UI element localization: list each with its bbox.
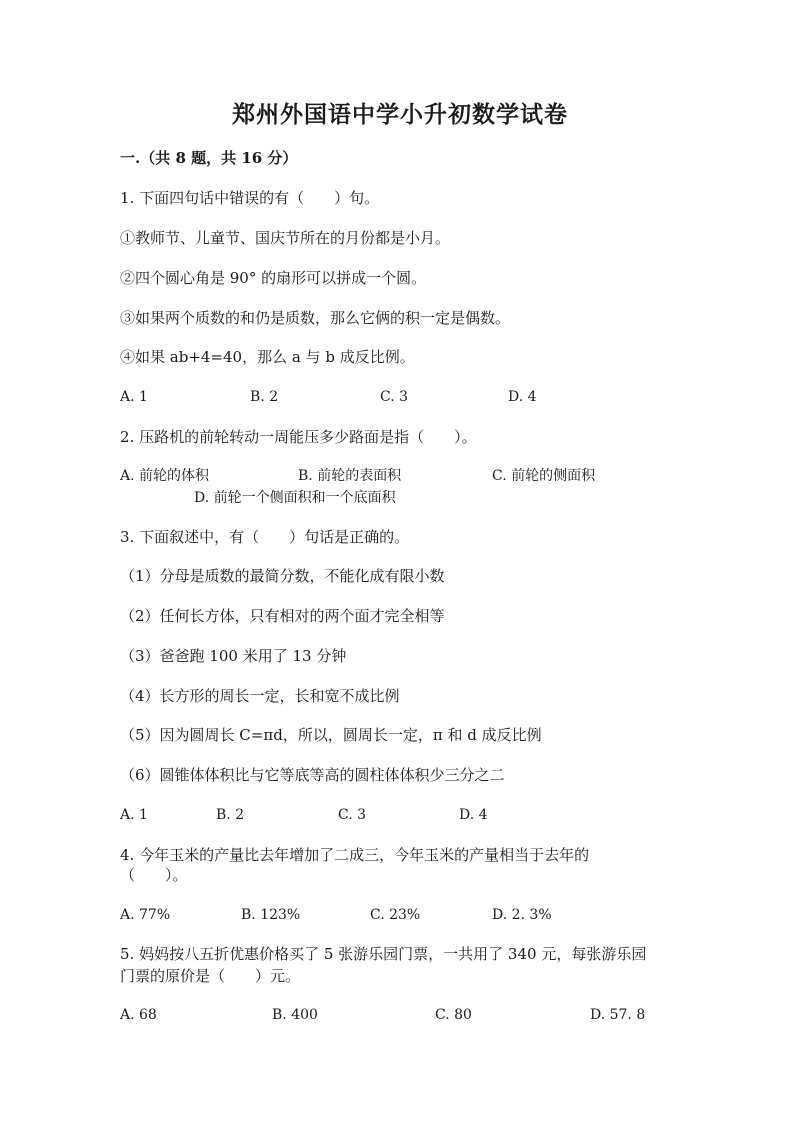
- question-5-option-a: A. 68: [120, 1007, 157, 1023]
- question-3-statement: （5）因为圆周长 C=πd，所以，圆周长一定，π 和 d 成反比例: [120, 726, 542, 744]
- question-1-statement: ②四个圆心角是 90° 的扇形可以拼成一个圆。: [120, 269, 427, 287]
- question-1-statement: ④如果 ab+4=40，那么 a 与 b 成反比例。: [120, 348, 415, 366]
- question-4-option-b: B. 123%: [241, 907, 301, 923]
- question-1-statement: ③如果两个质数的和仍是质数，那么它俩的积一定是偶数。: [120, 309, 511, 327]
- question-3-option-a: A. 1: [120, 807, 148, 823]
- question-5-stem-continued: 门票的原价是（ ）元。: [120, 967, 301, 985]
- question-3-option-b: B. 2: [216, 807, 245, 823]
- question-1-option-b: B. 2: [250, 389, 279, 405]
- question-1-statement: ①教师节、儿童节、国庆节所在的月份都是小月。: [120, 229, 451, 247]
- question-1-stem: 1. 下面四句话中错误的有（ ）句。: [120, 189, 380, 207]
- question-2-option-c: C. 前轮的侧面积: [492, 468, 596, 484]
- question-5-option-b: B. 400: [272, 1007, 318, 1023]
- question-2-option-d: D. 前轮一个侧面积和一个底面积: [194, 490, 396, 506]
- question-4-option-a: A. 77%: [120, 907, 171, 923]
- question-1-option-c: C. 3: [380, 389, 409, 405]
- question-1-option-d: D. 4: [508, 389, 537, 405]
- question-5-option-d: D. 57. 8: [590, 1007, 646, 1023]
- question-2-option-a: A. 前轮的体积: [120, 468, 210, 484]
- question-5-option-c: C. 80: [435, 1007, 472, 1023]
- question-4-stem: 4. 今年玉米的产量比去年增加了二成三，今年玉米的产量相当于去年的: [120, 846, 590, 864]
- question-2-option-b: B. 前轮的表面积: [298, 468, 402, 484]
- question-3-statement: （6）圆锥体体积比与它等底等高的圆柱体体积少三分之二: [120, 766, 505, 784]
- section-heading: 一.（共 8 题，共 16 分）: [120, 149, 298, 167]
- page-title: 郑州外国语中学小升初数学试卷: [232, 101, 568, 128]
- question-4-stem-continued: （ ）。: [120, 866, 188, 884]
- question-1-option-a: A. 1: [120, 389, 148, 405]
- question-3-statement: （4）长方形的周长一定，长和宽不成比例: [120, 687, 400, 705]
- question-2-stem: 2. 压路机的前轮转动一周能压多少路面是指（ ）。: [120, 428, 477, 446]
- question-4-option-c: C. 23%: [370, 907, 421, 923]
- question-3-statement: （3）爸爸跑 100 米用了 13 分钟: [120, 647, 347, 665]
- question-3-option-d: D. 4: [459, 807, 488, 823]
- question-3-statement: （2）任何长方体，只有相对的两个面才完全相等: [120, 607, 445, 625]
- question-3-statement: （1）分母是质数的最简分数，不能化成有限小数: [120, 567, 445, 585]
- question-3-stem: 3. 下面叙述中，有（ ）句话是正确的。: [120, 528, 410, 546]
- question-3-option-c: C. 3: [338, 807, 367, 823]
- question-4-option-d: D. 2. 3%: [492, 907, 552, 923]
- question-5-stem: 5. 妈妈按八五折优惠价格买了 5 张游乐园门票，一共用了 340 元，每张游乐园: [120, 945, 647, 963]
